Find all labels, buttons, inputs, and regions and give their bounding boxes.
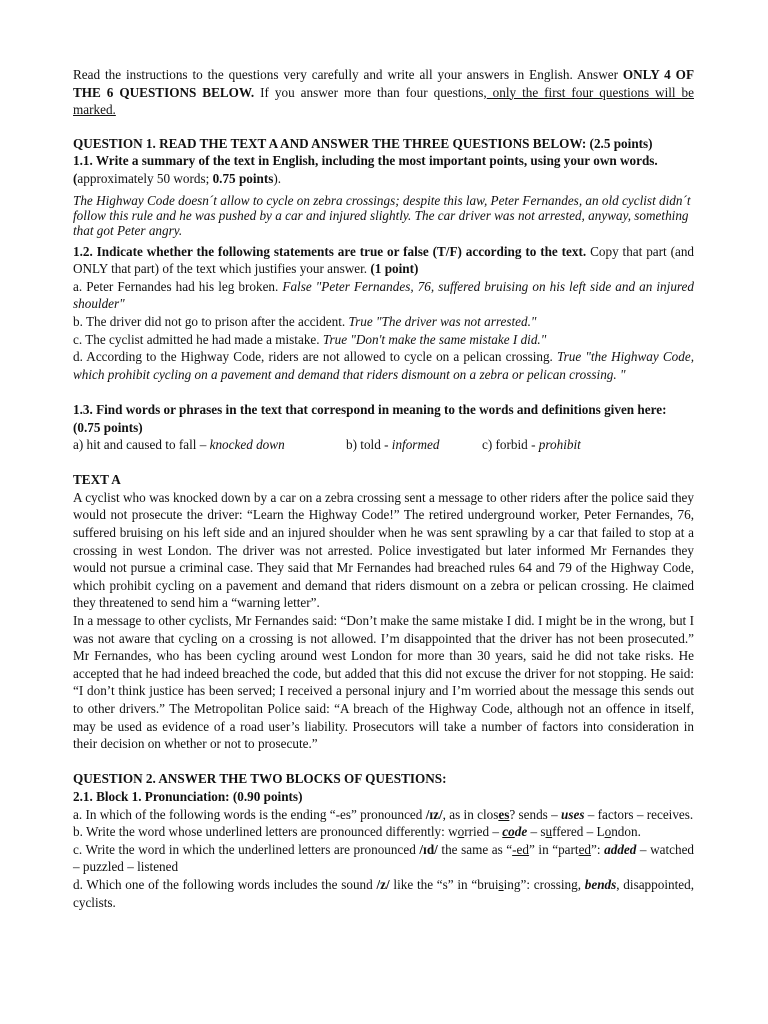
text: – factors – receives. xyxy=(584,806,694,822)
statement-d xyxy=(73,348,694,383)
text: – watched – puzzled – listened xyxy=(73,841,695,875)
exam-page xyxy=(73,66,694,911)
instructions-underline: only the first four questions will be marked. xyxy=(73,84,694,118)
vocab-label: a) hit and caused to fall – xyxy=(73,437,210,453)
text-a-title: TEXT A xyxy=(73,472,121,488)
statement-answer: True "the Highway Code, which prohibit cycling on a pavement and demand that riders dismount on a zebra or pelican crossing. " xyxy=(73,349,694,382)
statement-text: a. Peter Fernandes had his leg broken. xyxy=(73,278,283,294)
text-a-paragraph-1: A cyclist who was knocked down by a car on a zebra crossing sent a message to other riders after the police said they would not prosecute the driver: “Learn the Highway Code!” The retired underground worker, Peter Fernandes, 76, suffered bruising on his left side and an injured shoulder when he was sent sprawling by a car that failed to stop at a crossing in west London. The driver was not arrested. Police investigated but later informed Mr Fernandes they would not pursue a criminal case. They said that Mr Fernandes had breached rules 64 and 79 of the Highway Code, which prohibit cycling on a pavement and demand that riders dismount on a zebra or pelican crossing. He claimed they threatened to send him a “warning letter”. xyxy=(73,489,694,611)
vocab-label: c) forbid - xyxy=(482,437,539,453)
vocab-c xyxy=(482,436,581,454)
text: ? sends – xyxy=(509,806,562,822)
answer: de xyxy=(514,824,528,840)
question-1-2-title: 1.2. Indicate whether the following statements are true or false (T/F) according to the text. xyxy=(73,243,587,259)
vocabulary-answers xyxy=(73,436,694,454)
text: d. Which one of the following words includes the sound xyxy=(73,876,377,892)
text: ”: xyxy=(591,841,605,857)
vocab-b xyxy=(346,436,482,454)
paren-close: ). xyxy=(273,170,282,186)
answer: uses xyxy=(561,806,585,822)
underlined-letters: u xyxy=(545,824,553,840)
vocab-answer: informed xyxy=(391,437,440,453)
text: ffered – L xyxy=(552,824,605,840)
statement-text: b. The driver did not go to prison after the accident. xyxy=(73,313,349,329)
question-1-title: QUESTION 1. READ THE TEXT A AND ANSWER THE THREE QUESTIONS BELOW: (2.5 points) xyxy=(73,135,653,151)
question-1-2-prompt xyxy=(73,243,694,278)
text: , as in clos xyxy=(442,806,499,822)
text: c. Write the word in which the underlined letters are pronounced xyxy=(73,841,420,857)
text: – s xyxy=(527,824,546,840)
text: ndon. xyxy=(611,824,641,840)
answer: bends xyxy=(584,876,617,892)
text: ing”: crossing, xyxy=(503,876,585,892)
statement-c xyxy=(73,331,694,349)
spacer xyxy=(73,383,694,401)
pronunciation-a xyxy=(73,806,694,824)
statement-text: c. The cyclist admitted he had made a mistake. xyxy=(73,331,323,347)
question-1-2-instructions: Copy that part (and ONLY that part) of the text which justifies your answer. xyxy=(73,243,695,277)
text-a-paragraph-2: In a message to other cyclists, Mr Fernandes said: “Don’t make the same mistake I did. I might be in the wrong, but I was not aware that cycling on a crossing is not allowed. I’m disappointed that the driver has not been prosecuted.” Mr Fernandes, who has been cycling around west London for more than 30 years, said he did not take risks. He accepted that he had indeed breached the code, but added that this did not excuse the driver for not stopping. He said: “I don’t think justice has been served; I received a personal injury and I’m worried about the message this sends out to other drivers.” The Metropolitan Police said: “A breach of the Highway Code, although not an offence in itself, may be used as evidence of a road user’s liability. Prosecutors will take a number of factors into consideration in their decision on whether or not to prosecute.” xyxy=(73,613,694,752)
pronunciation-b xyxy=(73,823,694,841)
vocab-answer: prohibit xyxy=(538,437,581,453)
ipa-symbol: /ɪz/ xyxy=(425,806,443,822)
vocab-answer: knocked down xyxy=(209,437,285,453)
spacer xyxy=(73,454,694,472)
text: , disappointed, cyclists. xyxy=(73,876,694,910)
question-1-1-prompt xyxy=(73,152,694,187)
text: rried – xyxy=(464,824,503,840)
underlined-letters: -ed xyxy=(512,841,529,857)
ipa-symbol: /z/ xyxy=(376,876,390,892)
statement-b xyxy=(73,313,694,331)
points-label: 0.75 points xyxy=(212,170,274,186)
underlined-letters: s xyxy=(498,876,504,892)
statement-answer: False "Peter Fernandes, 76, suffered bruising on his left side and an injured shoulder" xyxy=(73,278,694,312)
paren-open: ( xyxy=(73,170,78,186)
text: a. In which of the following words is the ending “-es” pronounced xyxy=(73,806,426,822)
statement-a xyxy=(73,278,694,313)
instructions-paragraph xyxy=(73,66,694,119)
text: b. Write the word whose underlined letters are pronounced differently: w xyxy=(73,824,458,840)
text: the same as “ xyxy=(437,841,513,857)
summary-answer: The Highway Code doesn´t allow to cycle on zebra crossings; despite this law, Peter Fernandes, an old cyclist didn´t follow this rule and he was pushed by a car and injured slightly. The car driver was not arrested, anyway, something that got Peter angry. xyxy=(73,192,691,238)
underlined-letters: es xyxy=(498,806,510,822)
pronunciation-c xyxy=(73,841,694,876)
answer-underlined: co xyxy=(502,824,515,840)
statement-text: d. According to the Highway Code, riders are not allowed to cycle on a pelican crossing. xyxy=(73,349,557,365)
block-1-title: 2.1. Block 1. Pronunciation: (0.90 points) xyxy=(73,788,303,804)
vocab-label: b) told - xyxy=(346,437,392,453)
question-1-1-title: 1.1. Write a summary of the text in English, including the most important points, using your own words. xyxy=(73,153,658,169)
answer: added xyxy=(604,841,637,857)
pronunciation-d xyxy=(73,876,694,911)
instructions-text: Read the instructions to the questions very carefully and write all your answers in English. Answer xyxy=(73,67,623,82)
ipa-symbol: /ɪd/ xyxy=(419,841,438,857)
text: like the “s” in “brui xyxy=(389,876,499,892)
underlined-letters: o xyxy=(604,824,612,840)
instructions-text-2: If you answer more than four questions, xyxy=(254,84,487,100)
points-label: (1 point) xyxy=(370,261,419,277)
vocab-a xyxy=(73,436,346,454)
spacer xyxy=(73,753,694,771)
statement-answer: True "The driver was not arrested." xyxy=(348,313,537,329)
instructions-bold: ONLY 4 OF THE 6 QUESTIONS BELOW. xyxy=(73,67,694,100)
text: ” in “part xyxy=(528,841,579,857)
underlined-letters: ed xyxy=(578,841,592,857)
underlined-letters: o xyxy=(457,824,465,840)
question-1-3-title: 1.3. Find words or phrases in the text that correspond in meaning to the words and definitions given here: (0.75 points) xyxy=(73,401,667,435)
word-count-note: approximately 50 words; xyxy=(77,170,213,186)
question-2-title: QUESTION 2. ANSWER THE TWO BLOCKS OF QUESTIONS: xyxy=(73,771,447,787)
statement-answer: True "Don't make the same mistake I did." xyxy=(322,331,547,347)
